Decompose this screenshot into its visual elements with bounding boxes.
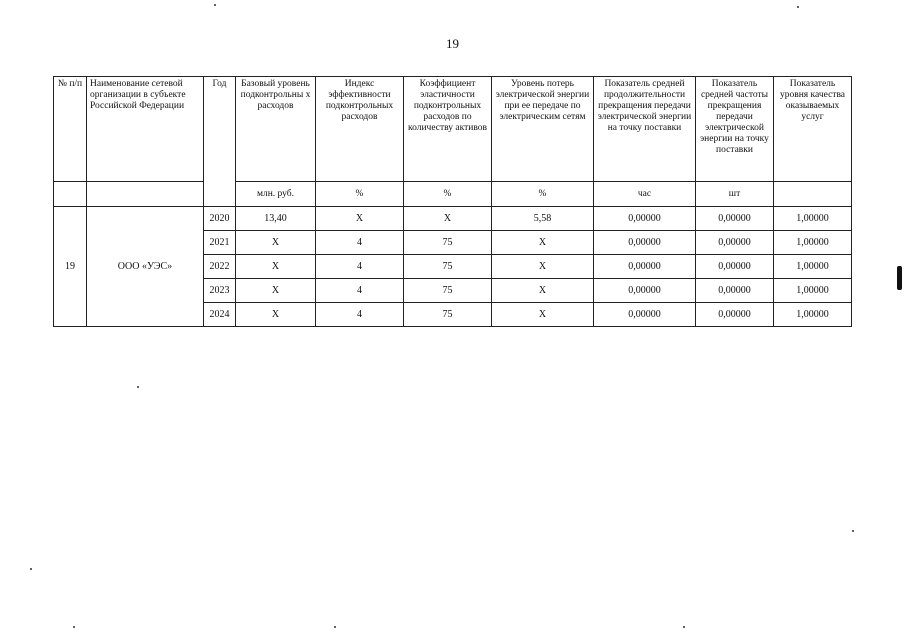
cell-loss-level: X (492, 279, 594, 303)
cell-avg-duration: 0,00000 (594, 207, 696, 231)
cell-base-level: X (236, 303, 316, 327)
page-number: 19 (446, 36, 459, 51)
cell-quality-level: 1,00000 (774, 279, 852, 303)
cell-avg-frequency: 0,00000 (696, 279, 774, 303)
cell-elasticity-coef: 75 (404, 303, 492, 327)
cell-elasticity-coef: X (404, 207, 492, 231)
unit-base-level: млн. руб. (236, 182, 316, 207)
unit-efficiency-index: % (316, 182, 404, 207)
cell-elasticity-coef: 75 (404, 279, 492, 303)
scan-edge-mark (897, 266, 902, 290)
header-year: Год (204, 77, 236, 207)
unit-avg-frequency: шт (696, 182, 774, 207)
scan-speck (683, 626, 685, 628)
scan-speck (852, 530, 854, 532)
cell-loss-level: X (492, 303, 594, 327)
scan-speck (334, 626, 336, 628)
units-empty-num (54, 182, 87, 207)
units-empty-org (87, 182, 204, 207)
cell-avg-duration: 0,00000 (594, 303, 696, 327)
cell-avg-duration: 0,00000 (594, 231, 696, 255)
cell-quality-level: 1,00000 (774, 207, 852, 231)
cell-avg-frequency: 0,00000 (696, 255, 774, 279)
cell-year: 2021 (204, 231, 236, 255)
cell-loss-level: X (492, 255, 594, 279)
cell-avg-duration: 0,00000 (594, 279, 696, 303)
cell-efficiency-index: 4 (316, 231, 404, 255)
cell-year: 2020 (204, 207, 236, 231)
cell-year: 2024 (204, 303, 236, 327)
table-row (54, 207, 852, 231)
header-efficiency-index: Индекс эффективности подконтрольных расходов (316, 77, 404, 182)
cell-base-level: 13,40 (236, 207, 316, 231)
cell-avg-frequency: 0,00000 (696, 207, 774, 231)
header-row (54, 77, 852, 182)
cell-quality-level: 1,00000 (774, 231, 852, 255)
cell-base-level: X (236, 231, 316, 255)
header-org-name: Наименование сетевой организации в субъекте Российской Федерации (87, 77, 204, 182)
cell-efficiency-index: 4 (316, 279, 404, 303)
cell-elasticity-coef: 75 (404, 231, 492, 255)
cell-efficiency-index: 4 (316, 255, 404, 279)
cell-quality-level: 1,00000 (774, 303, 852, 327)
cell-year: 2023 (204, 279, 236, 303)
tariff-parameters-table (53, 76, 852, 327)
cell-year: 2022 (204, 255, 236, 279)
unit-elasticity-coef: % (404, 182, 492, 207)
cell-efficiency-index: 4 (316, 303, 404, 327)
scan-speck (797, 6, 799, 8)
header-num: № п/п (54, 77, 87, 182)
cell-avg-duration: 0,00000 (594, 255, 696, 279)
units-row (54, 182, 852, 207)
scan-speck (137, 386, 139, 388)
header-quality-level: Показатель уровня качества оказываемых услуг (774, 77, 852, 182)
cell-base-level: X (236, 279, 316, 303)
cell-elasticity-coef: 75 (404, 255, 492, 279)
unit-loss-level: % (492, 182, 594, 207)
header-avg-frequency: Показатель средней частоты прекращения передачи электрической энергии на точку поставки (696, 77, 774, 182)
cell-loss-level: 5,58 (492, 207, 594, 231)
entry-number: 19 (54, 207, 87, 327)
org-name: ООО «УЭС» (87, 207, 204, 327)
header-base-level: Базовый уровень подконтрольны х расходов (236, 77, 316, 182)
cell-avg-frequency: 0,00000 (696, 231, 774, 255)
header-avg-duration: Показатель средней продолжительности прекращения передачи электрической энергии на точку поставки (594, 77, 696, 182)
unit-quality-level (774, 182, 852, 207)
cell-base-level: X (236, 255, 316, 279)
cell-loss-level: X (492, 231, 594, 255)
scan-speck (73, 626, 75, 628)
scan-speck (30, 568, 32, 570)
cell-quality-level: 1,00000 (774, 255, 852, 279)
cell-avg-frequency: 0,00000 (696, 303, 774, 327)
header-elasticity-coef: Коэффициент эластичности подконтрольных расходов по количеству активов (404, 77, 492, 182)
cell-efficiency-index: X (316, 207, 404, 231)
unit-avg-duration: час (594, 182, 696, 207)
scan-speck (214, 4, 216, 6)
header-loss-level: Уровень потерь электрической энергии при ее передаче по электрическим сетям (492, 77, 594, 182)
